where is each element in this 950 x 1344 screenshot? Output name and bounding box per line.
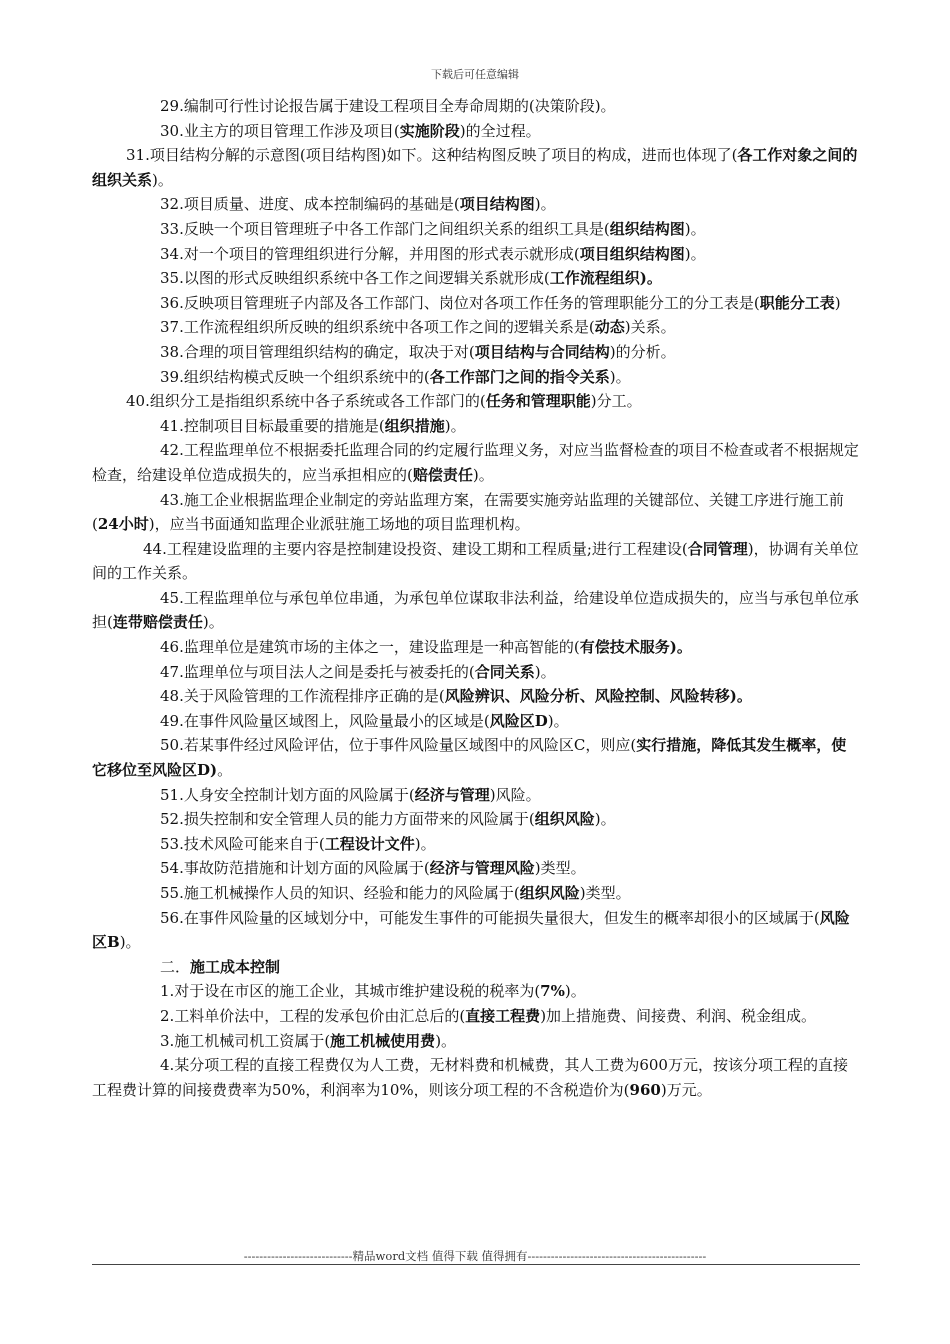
paragraph [92,438,860,487]
paragraph-text: )风险。 [489,785,541,804]
paragraph-text: )万元。 [660,1080,712,1099]
answer-highlight: 各工作对象之间的组织关系 [92,146,858,189]
paragraph [92,660,860,685]
paragraph-text: 二． [160,957,191,976]
paragraph-text: 46.监理单位是建筑市场的主体之一，建设监理是一种高智能的( [160,638,580,657]
paragraph [92,119,860,144]
paragraph [92,881,860,906]
paragraph-text: 42.工程监理单位不根据委托监理合同的约定履行监理义务，对应当监督检查的项目不检查或者不根据规定检查，给建设单位造成损失的，应当承担相应的( [92,441,859,484]
answer-highlight: 施工机械使用费 [330,1031,436,1050]
answer-highlight: 合同管理 [687,539,748,558]
paragraph-text: )分工。 [590,392,642,411]
paragraph [92,242,860,267]
paragraph [92,266,860,291]
paragraph-text: 。 [217,761,233,780]
paragraph [92,414,860,439]
answer-highlight: 风险区D [489,711,548,730]
answer-highlight: 直接工程费 [465,1006,541,1025]
paragraph [92,365,860,390]
paragraph-text: )。 [472,465,494,484]
paragraph [92,291,860,316]
paragraph-text: 43.施工企业根据监理企业制定的旁站监理方案，在需要实施旁站监理的关键部位、关键工序进行施工前( [92,490,844,534]
paragraph [92,856,860,881]
paragraph-text: 38.合理的项目管理组织结构的确定，取决于对( [160,342,475,361]
answer-highlight: 7% [540,982,565,1001]
paragraph-text: )。 [119,933,141,952]
paragraph-text: )。 [684,244,706,263]
paragraph [92,586,860,635]
paragraph [92,906,860,955]
paragraph-text: )加上措施费、间接费、利润、税金组成。 [540,1006,817,1025]
paragraph-text: 53.技术风险可能来自于( [160,834,325,853]
paragraph-text: 51.人身安全控制计划方面的风险属于( [160,785,415,804]
paragraph [92,955,860,980]
paragraph-text: 41.控制项目目标最重要的措施是( [160,416,385,435]
answer-highlight: 有偿技术服务)。 [579,638,692,657]
paragraph-text: 56.在事件风险量的区域划分中，可能发生事件的可能损失量很大，但发生的概率却很小的区域属于( [160,908,820,927]
paragraph-text: 37.工作流程组织所反映的组织系统中各项工作之间的逻辑关系是( [160,318,595,337]
paragraph-text: 29.编制可行性讨论报告属于建设工程项目全寿命周期的(决策阶段)。 [160,97,616,115]
paragraph-text: )。 [414,834,436,853]
paragraph-text: 32.项目质量、进度、成本控制编码的基础是( [160,195,460,214]
answer-highlight: 动态 [594,318,625,337]
paragraph [92,1053,860,1102]
answer-highlight: 实行措施，降低其发生概率，使它移位至风险区D) [92,736,847,780]
answer-highlight: 任务和管理职能 [485,392,591,411]
paragraph-text: )。 [609,367,631,386]
paragraph-text: )类型。 [534,859,586,878]
paragraph-text: )。 [534,195,556,214]
paragraph-text: 35.以图的形式反映组织系统中各工作之间逻辑关系就形成( [160,269,550,288]
answer-highlight: 职能分工表 [759,293,835,312]
paragraph-text: 50.若某事件经过风险评估，位于事件风险量区域图中的风险区C，则应( [160,736,637,755]
answer-highlight: 风险辨识、风险分析、风险控制、风险转移)。 [444,687,752,706]
answer-highlight: 项目结构与合同结构 [474,342,610,361]
paragraph [92,192,860,217]
answer-highlight: 工作流程组织)。 [549,269,662,288]
paragraph-text: )。 [435,1031,457,1050]
paragraph-text: 33.反映一个项目管理班子中各工作部门之间组织关系的组织工具是( [160,219,610,238]
paragraph-text: 34.对一个项目的管理组织进行分解，并用图的形式表示就形成( [160,244,580,263]
paragraph [92,1004,860,1029]
paragraph-text: )。 [534,662,556,681]
paragraph-text: 49.在事件风险量区域图上，风险量最小的区域是( [160,711,490,730]
paragraph-text: )关系。 [624,318,676,337]
paragraph-text: )的分析。 [609,342,676,361]
answer-highlight: 各工作部门之间的指令关系 [429,367,610,386]
answer-highlight: 24小时 [97,515,149,534]
paragraph-text: 36.反映项目管理班子内部及各工作部门、岗位对各项工作任务的管理职能分工的分工表是( [160,293,760,312]
answer-highlight: 960 [629,1080,661,1099]
paragraph [92,340,860,365]
paragraph [92,143,860,192]
paragraph-text: 55.施工机械操作人员的知识、经验和能力的风险属于( [160,884,520,902]
paragraph-text: )。 [594,810,616,829]
paragraph [92,807,860,832]
paragraph-text: 45.工程监理单位与承包单位串通，为承包单位谋取非法利益，给建设单位造成损失的，应当与承包单位承担( [92,588,859,632]
paragraph [92,783,860,808]
paragraph-text: 4.某分项工程的直接工程费仅为人工费，无材料费和机械费，其人工费为600万元，按该分项工程的直接工程费计算的间接费费率为50%，利润率为10%，则该分项工程的不含税造价为( [92,1056,848,1099]
paragraph [92,1029,860,1054]
paragraph-text: 52.损失控制和安全管理人员的能力方面带来的风险属于( [160,810,535,829]
paragraph-text: 3.施工机械司机工资属于( [160,1031,331,1050]
paragraph-text: ) [834,293,841,312]
paragraph-text: 39.组织结构模式反映一个组织系统中的( [160,367,430,386]
paragraph [92,684,860,709]
paragraph-text: )的全过程。 [459,121,541,140]
answer-highlight: 经济与管理风险 [429,859,535,878]
footer-rule [92,1264,860,1265]
paragraph-text: 40.组织分工是指组织系统中各子系统或各工作部门的( [126,392,486,411]
paragraph [92,733,860,782]
paragraph [92,832,860,857]
paragraph-text: )。 [444,416,466,435]
document-body [92,94,860,1102]
paragraph-text: 54.事故防范措施和计划方面的风险属于( [160,859,430,878]
paragraph-text: 47.监理单位与项目法人之间是委托与被委托的( [160,662,475,681]
paragraph [92,488,860,537]
answer-highlight: 项目组织结构图 [579,244,685,263]
paragraph-text: )。 [152,170,173,189]
answer-highlight: 组织风险 [519,884,580,902]
paragraph [92,217,860,242]
paragraph-text: )。 [547,711,569,730]
answer-highlight: 实施阶段 [399,121,460,140]
paragraph [92,635,860,660]
paragraph-text: 44.工程建设监理的主要内容是控制建设投资、建设工期和工程质量;进行工程建设( [143,539,688,558]
page-header: 下载后可任意编辑 [431,68,519,81]
answer-highlight: 连带赔偿责任 [112,613,203,632]
answer-highlight: 组织风险 [534,810,595,829]
paragraph [92,709,860,734]
paragraph [92,537,860,586]
answer-highlight: 组织措施 [384,416,445,435]
answer-highlight: 风险区B [92,908,850,952]
paragraph-text: )。 [564,982,586,1001]
answer-highlight: 施工成本控制 [190,957,281,976]
answer-highlight: 赔偿责任 [412,465,473,484]
answer-highlight: 项目结构图 [459,195,535,214]
answer-highlight: 经济与管理 [414,785,490,804]
paragraph-text: )。 [202,613,224,632]
paragraph-text: 30.业主方的项目管理工作涉及项目( [160,121,400,140]
page-footer: ----------------------------精品word文档 值得下载 值得拥有---------------------------------------------- [243,1249,707,1263]
answer-highlight: 组织结构图 [609,219,685,238]
paragraph-text: 31.项目结构分解的示意图(项目结构图)如下。这种结构图反映了项目的构成，进而也体现了( [126,146,738,165]
paragraph-text: )类型。 [579,884,631,902]
paragraph [92,979,860,1004]
paragraph-text: )。 [684,219,706,238]
paragraph-text: 2.工料单价法中，工程的发承包价由汇总后的( [160,1006,466,1025]
paragraph-text: )，协调有关单位间的工作关系。 [92,539,859,583]
paragraph-text: 48.关于风险管理的工作流程排序正确的是( [160,687,445,706]
answer-highlight: 工程设计文件 [324,834,415,853]
paragraph [92,315,860,340]
answer-highlight: 合同关系 [474,662,535,681]
paragraph-text: 1.对于设在市区的施工企业，其城市维护建设税的税率为( [160,982,541,1001]
paragraph [92,94,860,119]
paragraph [92,389,860,414]
paragraph-text: )，应当书面通知监理企业派驻施工场地的项目监理机构。 [148,515,530,534]
